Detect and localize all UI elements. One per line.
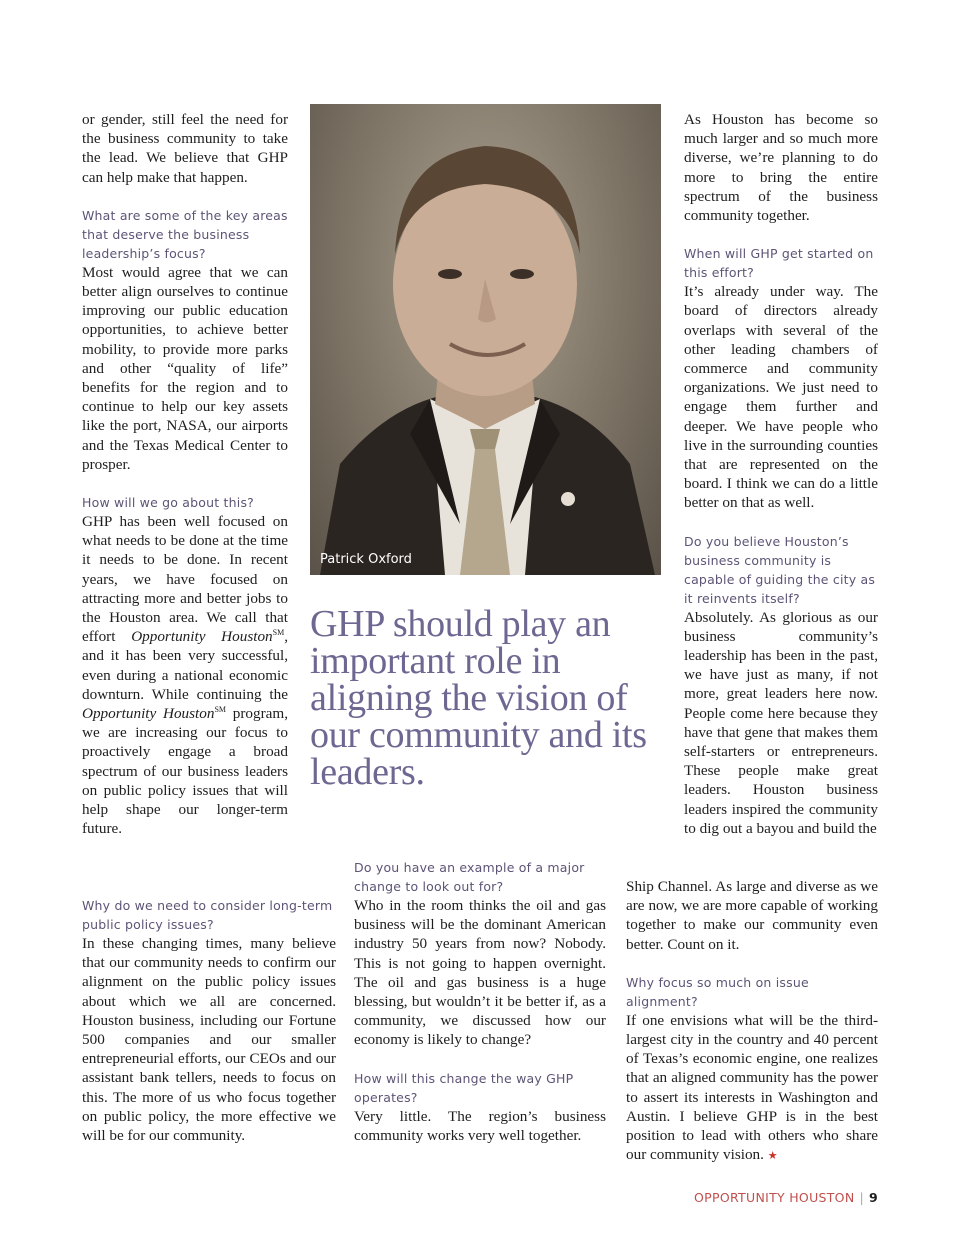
program-name: Opportunity Houston xyxy=(82,705,215,723)
program-name: Opportunity Houston xyxy=(131,628,273,646)
pull-quote: GHP should play an important role in aligning the vision of our community and its leaders. xyxy=(310,603,647,793)
question-heading: Do you have an example of a major change to look out for? xyxy=(354,860,585,894)
page-number: 9 xyxy=(869,1190,878,1205)
column-right xyxy=(684,110,878,838)
paragraph: Who in the room thinks the oil and gas business will be the dominant American industry 50 years from now? Nobody. This is not going to happen overnight. The oil and gas business is a huge blessing, but wouldn’t it be better if, as a community, we discussed how our economy is likely to change? xyxy=(354,897,606,1049)
question-heading: Do you believe Houston’s business community is capable of guiding the city as it reinvents itself? xyxy=(684,533,876,606)
photo-caption: Patrick Oxford xyxy=(320,552,412,567)
paragraph: Ship Channel. As large and diverse as we are now, we are more capable of working together to make our community even better. Count on it. xyxy=(626,878,878,953)
column-left xyxy=(82,110,288,858)
paragraph: As Houston has become so much larger and so much more diverse, we’re planning to do more to bring the entire spectrum of the business community together. xyxy=(684,111,878,225)
question-heading: When will GHP get started on this effort? xyxy=(684,246,874,281)
portrait-illustration xyxy=(310,104,661,575)
column-middle xyxy=(354,858,606,1145)
paragraph: GHP has been well focused on what needs to be done at the time it needs to be done. In recent years, we have focused on attracting more and better jobs to the Houston area. We call that effort Opportunity Houston℠, and it has been very successful, even during a national economic downturn. While continuing the Opportunity Houston℠ program, we are increasing our focus to proactively engage a broad spectrum of our business leaders on public policy issues that will help shape our longer-term future. xyxy=(82,513,288,838)
paragraph: or gender, still feel the need for the business community to take the lead. We believe that GHP can help make that happen. xyxy=(82,111,288,186)
paragraph: Most would agree that we can better align ourselves to continue improving our public education opportunities, to achieve better mobility, to provide more parks and other “quality of life” benefits for the region and to continue to help our key assets like the port, NASA, our airports and the Texas Medical Center to prosper. xyxy=(82,263,288,473)
paragraph: If one envisions what will be the third-largest city in the country and 40 percent of Texas’s economic engine, one realizes that an aligned community has the power to assert its interests in Washington and Austin. I believe GHP is in the best position to lead with others who share our community vision. ★ xyxy=(626,1011,878,1164)
page-footer xyxy=(694,1190,878,1205)
paragraph: In these changing times, many believe that our community needs to confirm our alignment on the public policy issues about which we all are concerned. Houston business, including our Fortune 500 companies and our smaller entrepreneurial efforts, our CEOs and our assistant bank tellers, needs to focus on this. The more of us who focus together on public policy, the more effective we will be for our community. xyxy=(82,935,336,1145)
question-heading: Why focus so much on issue alignment? xyxy=(626,974,809,1009)
column-left-lower xyxy=(82,896,336,1145)
paragraph: Absolutely. As glorious as our business community’s leadership has been in the past, we have just as many, if not more, great leaders here now. People come here because they have that gene that makes them self-starters or entrepreneurs. These people make great leaders. Houston business leaders inspired the community to dig out a bayou and build the xyxy=(684,608,878,837)
paragraph: Very little. The region’s business community works very well together. xyxy=(354,1107,606,1144)
footer-separator: | xyxy=(859,1190,864,1205)
end-mark-icon: ★ xyxy=(767,1150,778,1163)
question-heading: What are some of the key areas that deserve the business leadership’s focus? xyxy=(82,207,288,261)
publication-title: OPPORTUNITY HOUSTON xyxy=(694,1190,855,1205)
question-heading: How will this change the way GHP operates? xyxy=(354,1070,574,1105)
paragraph: It’s already under way. The board of directors already overlaps with several of the other leading chambers of commerce and community organizations. We just need to engage them further and deeper. We have people who live in the surrounding counties that are represented on the board. I think we can do a little better on that as well. xyxy=(684,283,878,512)
question-heading: How will we go about this? xyxy=(82,495,254,511)
portrait-photo xyxy=(310,104,661,575)
column-right-lower xyxy=(626,877,878,1166)
question-heading: Why do we need to consider long-term public policy issues? xyxy=(82,898,333,932)
